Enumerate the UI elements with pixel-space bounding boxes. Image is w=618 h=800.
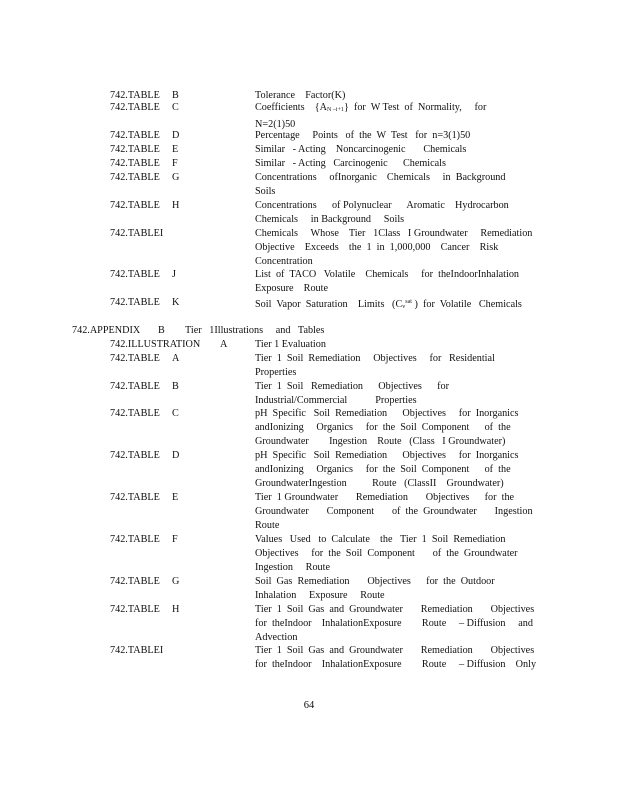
entry-description	[255, 352, 540, 380]
entry-letter: C	[172, 102, 179, 113]
entry-letter: K	[172, 297, 180, 308]
entry-letter: D	[172, 130, 180, 141]
entry-description	[255, 129, 540, 143]
entry-letter: C	[172, 408, 179, 419]
entry-letter: G	[172, 576, 180, 587]
description-line: Objectives for the Soil Component of the Groundwater	[255, 547, 518, 559]
entry-label: 742.TABLE	[110, 408, 160, 419]
appendix-b-heading: 742.APPENDIX B Tier 1Illustrations and Tables	[72, 325, 325, 336]
entry-letter: E	[172, 492, 179, 503]
entry-description	[255, 199, 540, 227]
description-line: Similar - Acting Noncarcinogenic Chemicals	[255, 144, 467, 155]
description-line: Soils	[255, 185, 276, 197]
entry-label: 742.TABLE	[110, 172, 160, 183]
coefficient-text-end: } for W Test of Normality, for	[343, 102, 487, 113]
entry-description	[255, 296, 540, 315]
description-line: Tier 1 Soil Remediation Objectives for Residential	[255, 353, 495, 364]
entry-description	[255, 407, 540, 448]
description-line: pH Specific Soil Remediation Objectives for Inorganics	[255, 408, 519, 419]
description-line: Exposure Route	[255, 282, 328, 294]
entry-letter: J	[172, 269, 176, 280]
description-line: Concentration	[255, 255, 313, 267]
description-line: Objective Exceeds the 1 in 1,000,000 Cancer Risk	[255, 241, 499, 253]
description-line: Route	[255, 519, 280, 531]
description-line: pH Specific Soil Remediation Objectives for Inorganics	[255, 450, 519, 461]
entry-description	[255, 533, 540, 574]
description-line: Tolerance Factor(K)	[255, 90, 346, 101]
description-line: Concentrations ofInorganic Chemicals in Background	[255, 172, 506, 183]
entry-label: 742.TABLE	[110, 269, 160, 280]
description-line: Chemicals in Background Soils	[255, 213, 405, 225]
description-line	[255, 101, 540, 118]
entry-description	[255, 380, 540, 408]
description-line: Values Used to Calculate the Tier 1 Soil Remediation	[255, 534, 506, 545]
coefficient-text: Coefficients {A	[255, 102, 328, 113]
description-line: Groundwater Ingestion Route (Class I Groundwater)	[255, 435, 506, 447]
description-line: N=2(1)50	[255, 118, 296, 130]
description-line: Concentrations of Polynuclear Aromatic Hydrocarbon	[255, 200, 509, 211]
description-line: Inhalation Exposure Route	[255, 589, 385, 601]
illustration-label: 742.ILLUSTRATION	[110, 339, 201, 350]
entry-label: 742.TABLE	[110, 130, 160, 141]
entry-description	[255, 603, 540, 644]
entry-label: 742.TABLE	[110, 381, 160, 392]
vapor-text: Soil Vapor Saturation Limits (C	[255, 299, 403, 310]
vapor-superscript: sat	[405, 299, 412, 305]
illustration-description: Tier 1 Evaluation	[255, 339, 326, 350]
entry-label: 742.TABLE	[110, 90, 160, 101]
entry-description	[255, 101, 540, 132]
entry-description	[255, 227, 540, 268]
description-line: Soil Gas Remediation Objectives for the Outdoor	[255, 576, 495, 587]
entry-letter: H	[172, 604, 180, 615]
entry-label: 742.TABLE	[110, 576, 160, 587]
description-line	[255, 296, 540, 315]
entry-description	[255, 644, 540, 672]
description-line: Properties	[255, 366, 297, 378]
entry-label: 742.TABLE	[110, 102, 160, 113]
description-line: List of TACO Volatile Chemicals for theIndoorInhalation	[255, 269, 520, 280]
entry-label: 742.TABLE	[110, 450, 160, 461]
description-line: Chemicals Whose Tier 1Class I Groundwater Remediation	[255, 228, 533, 239]
entry-label: 742.TABLE	[110, 604, 160, 615]
entry-letter: A	[172, 353, 180, 364]
description-line: GroundwaterIngestion Route (ClassII Groundwater)	[255, 477, 504, 489]
entry-label: 742.TABLE	[110, 297, 160, 308]
entry-letter: D	[172, 450, 180, 461]
entry-label: 742.TABLEI	[110, 228, 164, 239]
vapor-text-end: ) for Volatile Chemicals	[411, 299, 522, 310]
entry-letter: G	[172, 172, 180, 183]
entry-description	[255, 143, 540, 157]
entry-label: 742.TABLE	[110, 492, 160, 503]
illustration-letter: A	[220, 339, 228, 350]
entry-letter: B	[172, 381, 179, 392]
entry-description	[255, 157, 540, 171]
entry-description	[255, 575, 540, 603]
description-line: Tier 1 Soil Remediation Objectives for	[255, 381, 450, 392]
description-line: Industrial/Commercial Properties	[255, 394, 417, 406]
entry-letter: F	[172, 534, 178, 545]
entry-label: 742.TABLE	[110, 158, 160, 169]
description-line: andIonizing Organics for the Soil Component of the	[255, 421, 511, 433]
vapor-subscript: v	[402, 304, 406, 310]
description-line: Tier 1 Soil Gas and Groundwater Remediation Objectives	[255, 604, 535, 615]
description-line: Tier 1 Soil Gas and Groundwater Remediation Objectives	[255, 645, 535, 656]
entry-description	[255, 491, 540, 532]
description-line: andIonizing Organics for the Soil Component of the	[255, 463, 511, 475]
entry-description	[255, 449, 540, 490]
entry-label: 742.TABLE	[110, 353, 160, 364]
entry-letter: F	[172, 158, 178, 169]
entry-label: 742.TABLE	[110, 200, 160, 211]
coefficient-subscript: N –i+1	[327, 107, 344, 113]
description-line: Similar - Acting Carcinogenic Chemicals	[255, 158, 446, 169]
entry-description	[255, 268, 540, 296]
entry-label: 742.TABLE	[110, 534, 160, 545]
description-line: Percentage Points of the W Test for n=3(1)50	[255, 130, 471, 141]
entry-label: 742.TABLE	[110, 144, 160, 155]
description-line: Advection	[255, 631, 298, 643]
entry-letter: E	[172, 144, 179, 155]
description-line: for theIndoor InhalationExposure Route – Diffusion and	[255, 617, 533, 629]
entry-letter: H	[172, 200, 180, 211]
entry-letter: B	[172, 90, 179, 101]
entry-label: 742.TABLEI	[110, 645, 164, 656]
description-line: for theIndoor InhalationExposure Route – Diffusion Only	[255, 658, 537, 670]
description-line: Ingestion Route	[255, 561, 330, 573]
page-number: 64	[303, 700, 315, 711]
entry-description	[255, 171, 540, 199]
description-line: Tier 1 Groundwater Remediation Objectives for the	[255, 492, 515, 503]
description-line: Groundwater Component of the Groundwater Ingestion	[255, 505, 533, 517]
